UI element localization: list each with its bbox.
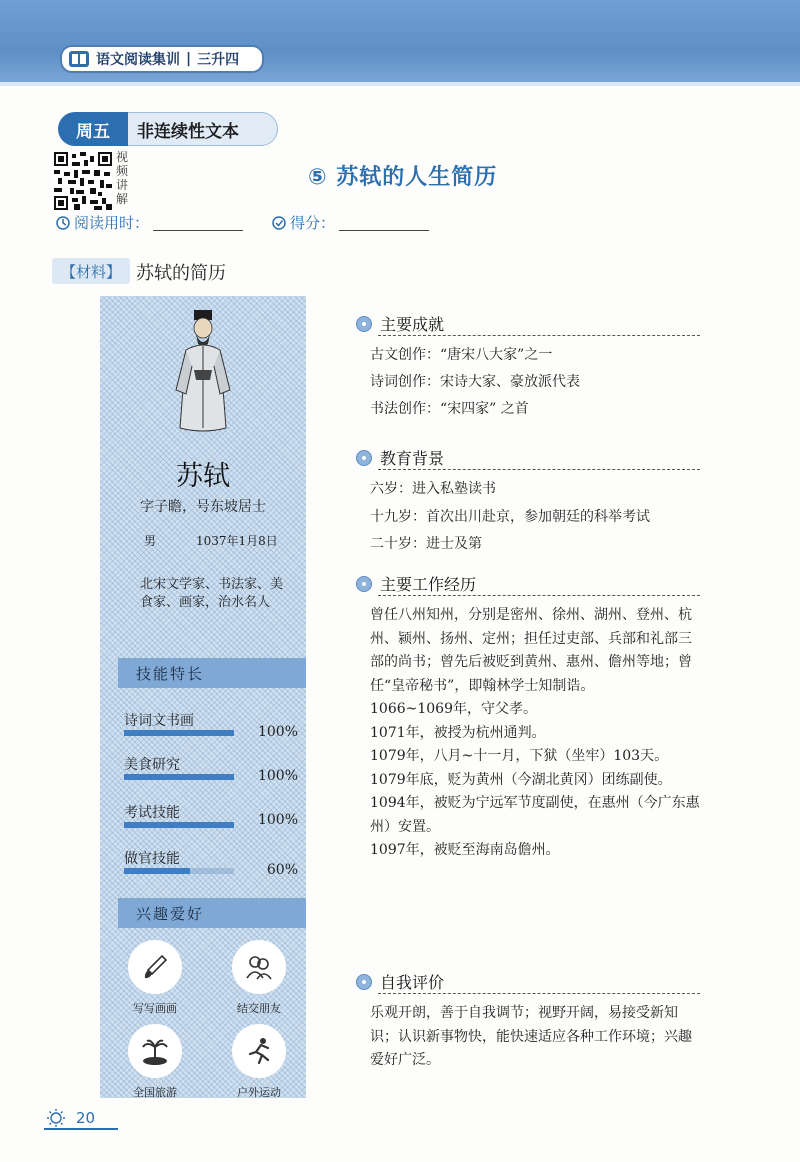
achievement-line: 书法创作：“宋四家” 之首 xyxy=(370,401,529,417)
hobby-item: 全国旅游 xyxy=(110,1024,200,1098)
work-history-heading: 主要工作经历 xyxy=(356,572,476,595)
hobby-item: 户外运动 xyxy=(214,1024,304,1098)
profile-birthdate: 1037年1月8日 xyxy=(196,534,278,548)
education-heading: 教育背景 xyxy=(356,446,444,469)
skill-name: 做官技能 xyxy=(124,851,180,867)
video-explanation-label: 视 频 讲 解 xyxy=(116,150,129,206)
runner-icon xyxy=(244,1036,274,1066)
text-type-label: 非连续性文本 xyxy=(122,112,278,146)
achievement-line: 古文创作：“唐宋八大家”之一 xyxy=(370,347,553,363)
sun-icon xyxy=(44,1108,72,1128)
series-divider: | xyxy=(186,51,192,67)
clock-icon xyxy=(56,216,70,230)
education-line: 十九岁：首次出川赴京，参加朝廷的科举考试 xyxy=(370,509,650,525)
material-tag: 【材料】 xyxy=(52,258,130,284)
work-paragraph: 1066~1069年，守父孝。 xyxy=(370,701,537,717)
book-icon xyxy=(68,50,90,68)
day-tab xyxy=(58,112,280,146)
self-evaluation-text: 乐观开朗，善于自我调节；视野开阔，易接受新知识；认识新事物快，能快速适应各种工作环境；兴趣爱好广泛。 xyxy=(370,1005,692,1068)
education-line: 二十岁：进士及第 xyxy=(370,536,482,552)
section-divider xyxy=(378,335,700,336)
skill-bar xyxy=(124,730,234,736)
education-line: 六岁：进入私塾读书 xyxy=(370,481,496,497)
skill-bar-fill xyxy=(124,774,234,780)
profile-card xyxy=(100,296,306,1098)
skill-bar xyxy=(124,822,234,828)
score-blank[interactable] xyxy=(339,214,429,231)
hobby-item: 写写画画 xyxy=(110,940,200,1016)
section-marker-icon xyxy=(356,576,372,592)
section-marker-icon xyxy=(356,316,372,332)
achievements-heading: 主要成就 xyxy=(356,312,444,335)
work-paragraph: 1071年，被授为杭州通判。 xyxy=(370,724,546,741)
skill-bar xyxy=(124,774,234,780)
work-paragraph: 曾任八州知州，分别是密州、徐州、湖州、登州、杭州、颍州、扬州、定州；担任过吏部、兵部和礼部三部的尚书；曾先后被贬到黄州、惠州、儋州等地；曾任“皇帝秘书”，即翰林学士知制诰。 xyxy=(370,607,692,694)
skill-bar-fill xyxy=(124,868,190,874)
series-badge xyxy=(60,45,264,73)
qr-code-icon[interactable] xyxy=(54,152,112,210)
achievement-line: 诗词创作：宋诗大家、豪放派代表 xyxy=(370,374,580,390)
hobby-item: 结交朋友 xyxy=(214,940,304,1016)
section-divider xyxy=(378,469,700,470)
skill-name: 美食研究 xyxy=(124,757,180,773)
section-marker-icon xyxy=(356,974,372,990)
portrait-image xyxy=(172,310,234,434)
skill-percent: 100% xyxy=(257,724,298,740)
section-divider xyxy=(378,595,700,596)
hobbies-heading: 兴趣爱好 xyxy=(118,898,306,928)
profile-titles: 北宋文学家、书法家、美食家、画家，治水名人 xyxy=(140,577,284,610)
skills-heading: 技能特长 xyxy=(118,658,306,688)
section-divider xyxy=(378,993,700,994)
skill-percent: 100% xyxy=(257,768,298,784)
reading-time-blank[interactable] xyxy=(153,214,243,231)
self-evaluation-heading: 自我评价 xyxy=(356,970,444,993)
check-icon xyxy=(272,216,286,230)
profile-name: 苏轼 xyxy=(176,461,230,492)
page-number: 20 xyxy=(44,1108,118,1130)
skill-bar-fill xyxy=(124,822,234,828)
work-paragraph: 1079年底，贬为黄州（今湖北黄冈）团练副使。 xyxy=(370,771,672,788)
day-label: 周五 xyxy=(58,112,128,146)
grade-label: 三升四 xyxy=(197,52,240,68)
brush-icon xyxy=(140,952,170,982)
profile-alias: 字子瞻，号东坡居士 xyxy=(140,499,266,515)
profile-gender: 男 xyxy=(144,534,157,548)
material-title: 苏轼的简历 xyxy=(136,263,226,284)
island-icon xyxy=(139,1035,171,1067)
skill-name: 考试技能 xyxy=(124,805,180,821)
skill-percent: 60% xyxy=(266,862,298,878)
skill-bar-fill xyxy=(124,730,234,736)
score-field: 得分： xyxy=(272,212,429,233)
section-marker-icon xyxy=(356,450,372,466)
skill-name: 诗词文书画 xyxy=(124,713,194,729)
friends-icon xyxy=(244,952,274,982)
page-title: ⑤ 苏轼的人生简历 xyxy=(308,165,498,190)
reading-time-field: 阅读用时： xyxy=(56,212,243,233)
work-paragraph: 1079年，八月~十一月，下狱（坐牢）103天。 xyxy=(370,748,669,764)
work-paragraph: 1097年，被贬至海南岛儋州。 xyxy=(370,842,560,858)
work-paragraph: 1094年，被贬为宁远军节度副使，在惠州（今广东惠州）安置。 xyxy=(370,795,700,835)
skill-bar xyxy=(124,868,234,874)
series-title: 语文阅读集训 xyxy=(96,52,180,68)
work-history-text xyxy=(370,604,705,863)
header-band xyxy=(0,0,800,86)
skill-percent: 100% xyxy=(257,812,298,828)
